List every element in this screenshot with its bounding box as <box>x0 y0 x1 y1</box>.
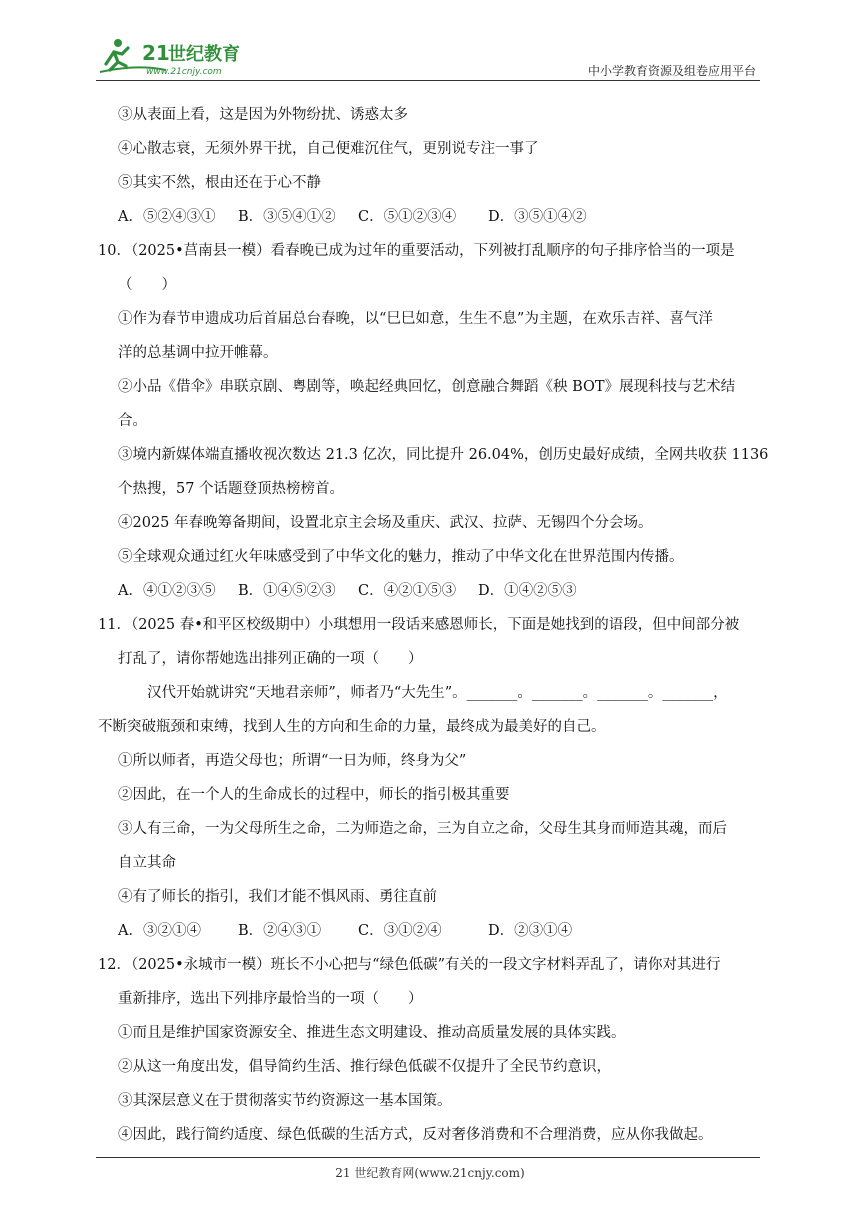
q11-choice-a: A．③②①④ <box>118 923 201 939</box>
q10-item-3: ③境内新媒体端直播收视次数达 21.3 亿次，同比提升 26.04%，创历史最好成绩，全网共收获 1136 <box>118 447 769 463</box>
q11-choice-d: D．②③①④ <box>488 923 573 939</box>
q10-item-1-cont: 洋的总基调中拉开帷幕。 <box>118 345 278 361</box>
svg-text:www.21cnjy.com: www.21cnjy.com <box>146 67 222 77</box>
q10-choices <box>118 574 768 608</box>
q10-choice-d: D．①④②⑤③ <box>478 583 577 599</box>
q11-item-3: ③人有三命，一为父母所生之命，二为师造之命，三为自立之命，父母生其身而师造其魂，而后 <box>118 821 727 837</box>
q12-item-2: ②从这一角度出发，倡导简约生活、推行绿色低碳不仅提升了全民节约意识， <box>118 1059 611 1075</box>
q10-item-4: ④2025 年春晚筹备期间，设置北京主会场及重庆、武汉、拉萨、无锡四个分会场。 <box>118 515 653 531</box>
q9-choice-b: B．③⑤④①② <box>238 209 336 225</box>
q9-choice-a: A．⑤②④③① <box>118 209 216 225</box>
q10-item-2-cont: 合。 <box>118 413 147 429</box>
q11-item-3-cont: 自立其命 <box>118 855 176 871</box>
q10-item-3-cont: 个热搜，57 个话题登顶热榜榜首。 <box>118 481 345 497</box>
q10-item-5: ⑤全球观众通过红火年味感受到了中华文化的魅力，推动了中华文化在世界范围内传播。 <box>118 549 684 565</box>
svg-text:世纪教育: 世纪教育 <box>168 44 240 65</box>
q12-item-3: ③其深层意义在于贯彻落实节约资源这一基本国策。 <box>118 1093 452 1109</box>
q12-stem: 12．（2025•永城市一模）班长不小心把与“绿色低碳”有关的一段文字材料弄乱了，请你对其进行 <box>98 957 721 973</box>
document-body <box>98 98 769 1152</box>
q11-choices <box>118 914 768 948</box>
q10-choice-b: B．①④⑤②③ <box>238 583 336 599</box>
q9-item-5: ⑤其实不然，根由还在于心不静 <box>118 175 321 191</box>
platform-name: 中小学教育资源及组卷应用平台 <box>587 64 756 78</box>
q11-item-1: ①所以师者，再造父母也；所谓“一日为师，终身为父” <box>118 753 467 769</box>
page-header <box>96 34 760 80</box>
q10-stem-cont: （ ） <box>118 277 176 293</box>
site-logo <box>96 34 256 78</box>
page-footer: 21 世纪教育网(www.21cnjy.com) <box>335 1166 525 1180</box>
q10-choice-c: C．④②①⑤③ <box>358 583 457 599</box>
q11-passage-cont: 不断突破瓶颈和束缚，找到人生的方向和生命的力量，最终成为最美好的自己。 <box>98 719 606 735</box>
q9-item-3: ③从表面上看，这是因为外物纷扰、诱惑太多 <box>118 107 408 123</box>
svg-text:21: 21 <box>142 41 170 65</box>
q10-item-2: ②小品《借伞》串联京剧、粤剧等，唤起经典回忆，创意融合舞蹈《秧 BOT》展现科技与艺术结 <box>118 379 736 395</box>
q10-choice-a: A．④①②③⑤ <box>118 583 216 599</box>
footer-rule <box>96 1157 760 1158</box>
header-rule <box>96 80 760 81</box>
q11-choice-b: B．②④③① <box>238 923 322 939</box>
q9-choice-c: C．⑤①②③④ <box>358 209 457 225</box>
q11-choice-c: C．③①②④ <box>358 923 442 939</box>
q11-stem: 11．（2025 春•和平区校级期中）小琪想用一段话来感恩师长，下面是她找到的语段，但中间部分被 <box>98 617 740 633</box>
q10-stem: 10．（2025•莒南县一模）看春晚已成为过年的重要活动，下列被打乱顺序的句子排序恰当的一项是 <box>98 243 735 259</box>
q12-item-4: ④因此，践行简约适度、绿色低碳的生活方式，反对奢侈消费和不合理消费，应从你我做起。 <box>118 1127 713 1143</box>
q11-stem-cont: 打乱了，请你帮她选出排列正确的一项（ ） <box>118 651 423 667</box>
q9-choices <box>118 200 768 234</box>
q12-item-1: ①而且是维护国家资源安全、推进生态文明建设、推动高质量发展的具体实践。 <box>118 1025 626 1041</box>
q12-stem-cont: 重新排序，选出下列排序最恰当的一项（ ） <box>118 991 423 1007</box>
q10-item-1: ①作为春节申遗成功后首届总台春晚，以“巳巳如意，生生不息”为主题，在欢乐吉祥、喜气洋 <box>118 311 713 327</box>
q11-item-4: ④有了师长的指引，我们才能不惧风雨、勇往直前 <box>118 889 437 905</box>
q9-item-4: ④心散志衰，无须外界干扰，自己便难沉住气，更别说专注一事了 <box>118 141 539 157</box>
q9-choice-d: D．③⑤①④② <box>488 209 587 225</box>
q11-item-2: ②因此，在一个人的生命成长的过程中，师长的指引极其重要 <box>118 787 510 803</box>
q11-passage: 汉代开始就讲究“天地君亲师”，师者乃“大先生”。_______。_______。_______。_______， <box>118 685 728 701</box>
